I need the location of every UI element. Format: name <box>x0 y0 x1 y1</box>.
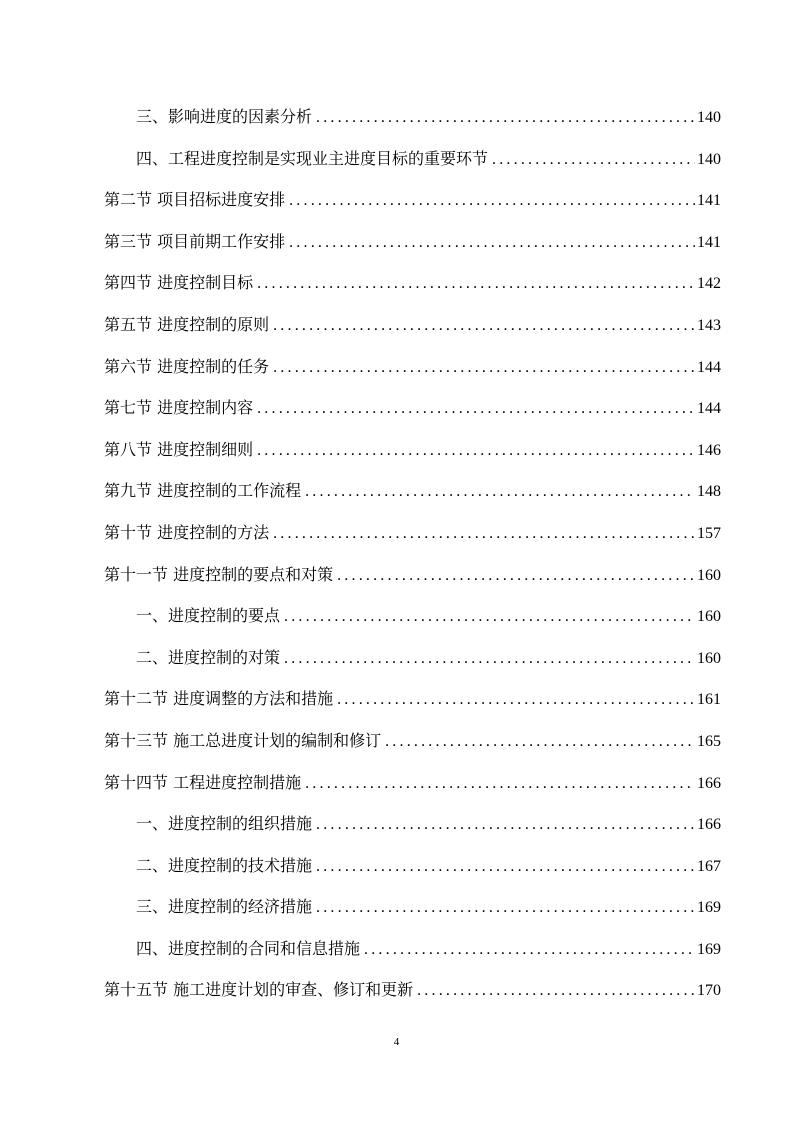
toc-entry[interactable] <box>104 387 721 429</box>
dot-leader <box>284 638 695 680</box>
toc-entry-page: 166 <box>697 816 721 834</box>
toc-entry-title: 第二节 项目招标进度安排 <box>104 190 286 210</box>
toc-entry-page: 140 <box>697 109 721 126</box>
dot-leader <box>364 929 695 971</box>
toc-entry[interactable] <box>104 262 721 304</box>
toc-entry[interactable] <box>104 179 721 221</box>
dot-leader <box>273 305 695 347</box>
toc-entry-page: 160 <box>697 608 721 626</box>
toc-entry-title: 三、进度控制的经济措施 <box>136 897 313 917</box>
dot-leader <box>316 97 695 139</box>
dot-leader <box>337 679 695 721</box>
toc-entry-title: 第十一节 进度控制的要点和对策 <box>104 564 334 584</box>
toc-entry-title: 四、工程进度控制是实现业主进度目标的重要环节 <box>136 148 489 168</box>
dot-leader <box>492 139 695 181</box>
toc-entry-page: 140 <box>697 150 721 168</box>
toc-entry[interactable] <box>104 346 721 388</box>
dot-leader <box>385 721 695 763</box>
toc-entry-title: 第六节 进度控制的任务 <box>104 356 270 376</box>
toc-entry[interactable] <box>104 221 721 263</box>
toc-entry[interactable] <box>104 304 721 346</box>
table-of-contents <box>104 96 721 1011</box>
toc-entry[interactable] <box>104 512 721 554</box>
toc-entry-page: 160 <box>697 566 721 584</box>
toc-entry-page: 157 <box>697 524 721 542</box>
toc-entry[interactable] <box>104 678 721 720</box>
dot-leader <box>257 263 695 305</box>
toc-entry[interactable] <box>104 969 721 1011</box>
dot-leader <box>417 970 695 1012</box>
dot-leader <box>316 846 695 888</box>
toc-entry-title: 三、影响进度的因素分析 <box>136 107 313 126</box>
toc-entry[interactable] <box>104 429 721 471</box>
toc-entry-page: 169 <box>697 899 721 917</box>
toc-entry-title: 第十二节 进度调整的方法和措施 <box>104 689 334 709</box>
toc-entry-title: 第八节 进度控制细则 <box>104 439 254 459</box>
toc-entry-title: 第九节 进度控制的工作流程 <box>104 481 302 501</box>
dot-leader <box>305 763 695 805</box>
toc-entry-title: 第十三节 施工总进度计划的编制和修订 <box>104 730 382 750</box>
dot-leader <box>337 555 695 597</box>
toc-entry[interactable] <box>104 470 721 512</box>
dot-leader <box>284 596 695 638</box>
toc-entry[interactable] <box>104 845 721 887</box>
toc-entry-title: 一、进度控制的组织措施 <box>136 814 313 834</box>
toc-entry-page: 169 <box>697 940 721 958</box>
toc-entry-page: 170 <box>697 982 721 1000</box>
dot-leader <box>305 471 695 513</box>
toc-entry[interactable] <box>104 928 721 970</box>
dot-leader <box>289 222 695 264</box>
toc-entry[interactable] <box>104 96 721 138</box>
dot-leader <box>273 347 695 389</box>
dot-leader <box>273 513 695 555</box>
toc-entry-page: 141 <box>697 233 721 251</box>
toc-entry[interactable] <box>104 637 721 679</box>
toc-entry-title: 二、进度控制的对策 <box>136 647 281 667</box>
toc-entry[interactable] <box>104 720 721 762</box>
dot-leader <box>316 804 695 846</box>
toc-entry[interactable] <box>104 138 721 180</box>
dot-leader <box>257 388 695 430</box>
dot-leader <box>316 887 695 929</box>
toc-entry-title: 第七节 进度控制内容 <box>104 398 254 418</box>
toc-entry-title: 二、进度控制的技术措施 <box>136 855 313 875</box>
toc-entry-title: 第四节 进度控制目标 <box>104 273 254 293</box>
toc-entry-page: 160 <box>697 649 721 667</box>
toc-entry-page: 142 <box>697 275 721 293</box>
toc-entry-title: 第五节 进度控制的原则 <box>104 314 270 334</box>
toc-entry-page: 146 <box>697 441 721 459</box>
toc-entry-page: 165 <box>697 732 721 750</box>
page-number: 4 <box>393 1036 400 1048</box>
toc-entry[interactable] <box>104 595 721 637</box>
toc-entry-page: 144 <box>697 400 721 418</box>
toc-entry-page: 144 <box>697 358 721 376</box>
toc-entry[interactable] <box>104 762 721 804</box>
toc-entry-page: 161 <box>697 691 721 709</box>
toc-entry-title: 第十四节 工程进度控制措施 <box>104 772 302 792</box>
toc-entry-page: 141 <box>697 192 721 210</box>
toc-entry[interactable] <box>104 554 721 596</box>
toc-entry-page: 143 <box>697 316 721 334</box>
toc-entry-title: 四、进度控制的合同和信息措施 <box>136 938 361 958</box>
toc-entry[interactable] <box>104 886 721 928</box>
toc-entry-page: 166 <box>697 774 721 792</box>
toc-entry-title: 第十五节 施工进度计划的审查、修订和更新 <box>104 980 414 1000</box>
toc-entry-title: 一、进度控制的要点 <box>136 606 281 626</box>
toc-entry-page: 167 <box>697 857 721 875</box>
toc-entry-page: 148 <box>697 483 721 501</box>
toc-entry-title: 第十节 进度控制的方法 <box>104 522 270 542</box>
toc-entry[interactable] <box>104 803 721 845</box>
toc-entry-title: 第三节 项目前期工作安排 <box>104 231 286 251</box>
dot-leader <box>289 180 695 222</box>
dot-leader <box>257 430 695 472</box>
